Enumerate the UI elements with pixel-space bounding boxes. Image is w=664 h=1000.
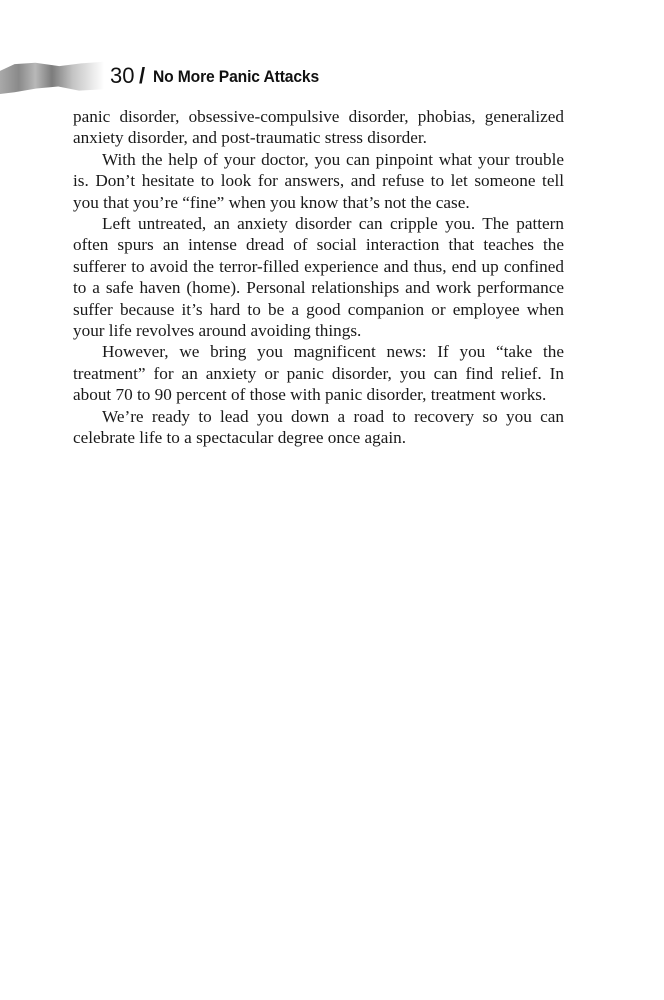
- running-header: [0, 60, 664, 94]
- paragraph-doctor-help: With the help of your doctor, you can pinpoint what your trouble is. Don’t hesitate to look for answers, and refuse to let someone tell you that you’re “fine” when you know that’s not the case.: [73, 149, 564, 212]
- page-number: 30: [110, 63, 135, 88]
- paragraph-untreated-anxiety: Left untreated, an anxiety disorder can cripple you. The pattern often spurs an intense dread of social interaction that teaches the sufferer to avoid the terror-filled experience and thus, end up confined to a safe haven (home). Personal relationships and work performance suffer because it’s hard to be a good companion or employee when your life revolves around avoiding things.: [73, 214, 564, 341]
- paragraph-road-to-recovery: We’re ready to lead you down a road to recovery so you can celebrate life to a spectacular degree once again.: [73, 406, 564, 448]
- header-separator: /: [139, 63, 146, 88]
- paragraph-continued: panic disorder, obsessive-compulsive disorder, phobias, generalized anxiety disorder, and post-traumatic stress disorder.: [73, 107, 564, 148]
- paragraph-treatment-news: However, we bring you magnificent news: If you “take the treatment” for an anxiety or panic disorder, you can find relief. In about 70 to 90 percent of those with panic disorder, treatment works.: [73, 342, 564, 405]
- book-title: No More Panic Attacks: [153, 67, 320, 86]
- gradient-brush-stroke-icon: [0, 60, 104, 94]
- page-body: [73, 106, 564, 449]
